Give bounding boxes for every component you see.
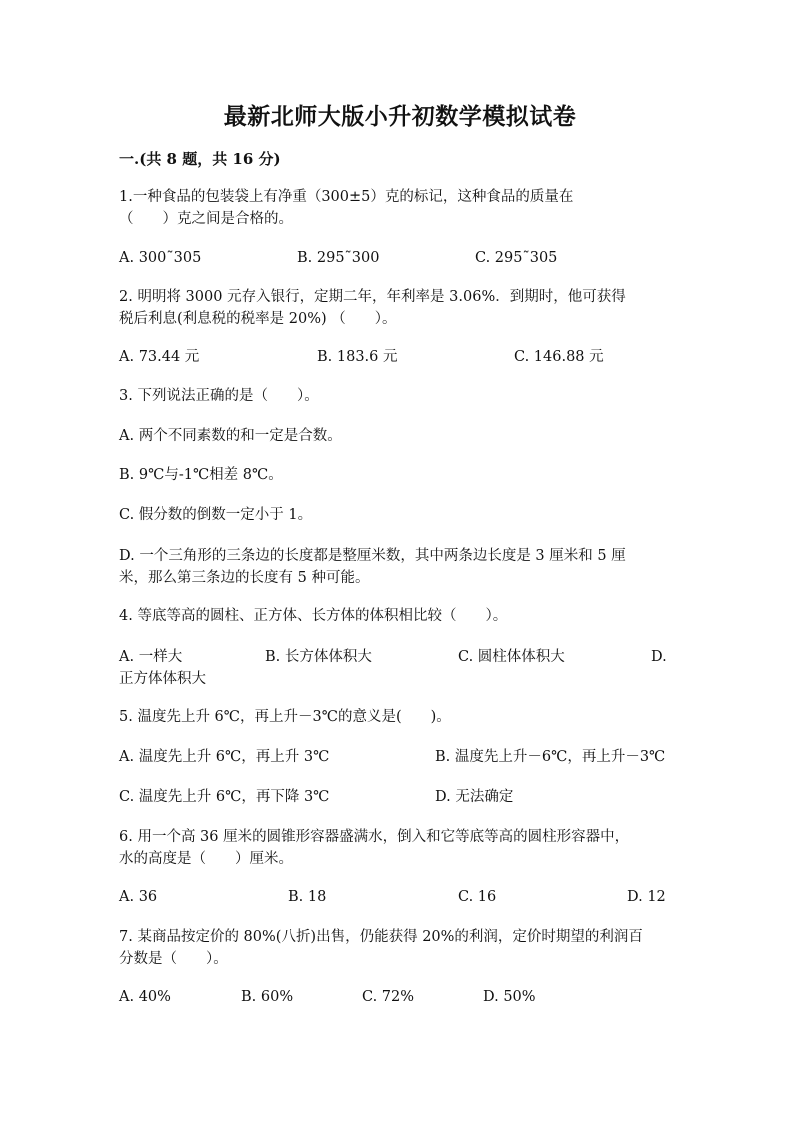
- question-line: 1.一种食品的包装袋上有净重（300±5）克的标记，这种食品的质量在: [119, 189, 574, 205]
- question-line: （ ）克之间是合格的。: [119, 211, 293, 227]
- option-b: B. 温度先上升－6℃，再上升－3℃: [435, 749, 666, 765]
- option-d: D. 12: [627, 889, 666, 905]
- option-b: B. 18: [288, 889, 327, 905]
- option-line: D. 一个三角形的三条边的长度都是整厘米数，其中两条边长度是 3 厘米和 5 厘: [119, 548, 626, 564]
- option-a: A. 40%: [119, 989, 171, 1005]
- question-line: 7. 某商品按定价的 80%(八折)出售，仍能获得 20%的利润，定价时期望的利润百: [119, 929, 643, 945]
- option-b: B. 183.6 元: [317, 349, 398, 365]
- option-d: D.: [651, 649, 667, 665]
- section-heading: 一.(共 8 题，共 16 分): [119, 150, 281, 168]
- option-d: D. 50%: [483, 989, 536, 1005]
- question-6: [119, 826, 684, 870]
- question-line: 分数是（ ）。: [119, 951, 228, 967]
- option-b: B. 9℃与-1℃相差 8℃。: [119, 467, 283, 483]
- option-c: C. 圆柱体体积大: [458, 649, 565, 665]
- option-c: C. 295˜305: [475, 250, 558, 266]
- option-d-text: 正方体体积大: [119, 671, 206, 687]
- option-b: B. 60%: [241, 989, 294, 1005]
- question-line: 6. 用一个高 36 厘米的圆锥形容器盛满水，倒入和它等底等高的圆柱形容器中，: [119, 829, 630, 845]
- option-c: C. 温度先上升 6℃，再下降 3℃: [119, 789, 330, 805]
- option-b: B. 长方体体积大: [265, 649, 372, 665]
- page-title: 最新北师大版小升初数学模拟试卷: [223, 103, 577, 130]
- question-line: 2. 明明将 3000 元存入银行，定期二年，年利率是 3.06%．到期时，他可获得: [119, 289, 626, 305]
- question-2: [119, 286, 684, 330]
- question-line: 水的高度是（ ）厘米。: [119, 851, 293, 867]
- question-7: [119, 926, 684, 970]
- option-a: A. 一样大: [119, 649, 183, 665]
- question-line: 税后利息(利息税的税率是 20%) （ ）。: [119, 311, 397, 327]
- option-a: A. 73.44 元: [119, 349, 200, 365]
- option-a: A. 300˜305: [119, 250, 202, 266]
- option-d: [119, 545, 684, 589]
- option-a: A. 36: [119, 889, 158, 905]
- option-c: C. 146.88 元: [514, 349, 604, 365]
- option-b: B. 295˜300: [297, 250, 380, 266]
- question-1: [119, 186, 684, 230]
- option-a: A. 温度先上升 6℃，再上升 3℃: [119, 749, 330, 765]
- option-c: C. 假分数的倒数一定小于 1。: [119, 507, 313, 523]
- option-c: C. 16: [458, 889, 497, 905]
- option-line: 米，那么第三条边的长度有 5 种可能。: [119, 570, 370, 586]
- question-5: 5. 温度先上升 6℃，再上升－3℃的意义是( )。: [119, 709, 451, 725]
- question-4: 4. 等底等高的圆柱、正方体、长方体的体积相比较（ ）。: [119, 608, 508, 624]
- option-c: C. 72%: [362, 989, 415, 1005]
- option-d: D. 无法确定: [435, 789, 514, 805]
- option-a: A. 两个不同素数的和一定是合数。: [119, 428, 342, 444]
- question-3: 3. 下列说法正确的是（ ）。: [119, 388, 319, 404]
